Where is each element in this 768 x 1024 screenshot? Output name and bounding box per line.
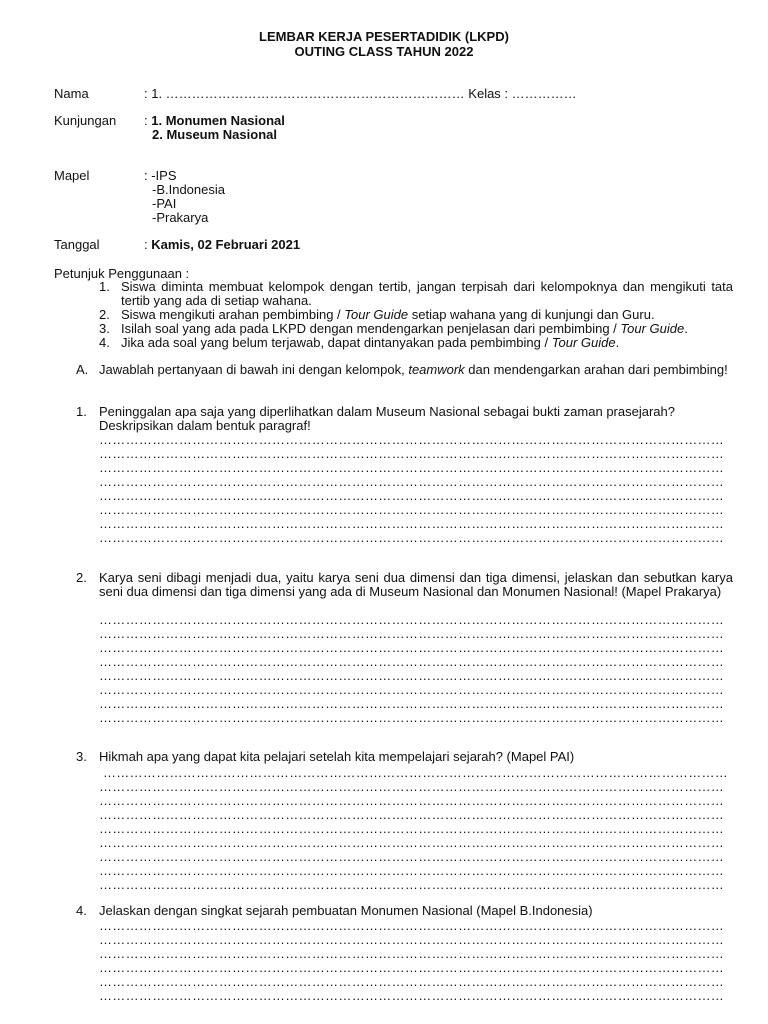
answer-line[interactable]: …………………………………………………………………………………………………………………………… bbox=[99, 918, 725, 933]
kunjungan-item-2: 2. Museum Nasional bbox=[152, 127, 277, 142]
answer-line[interactable]: …………………………………………………………………………………………………………………………… bbox=[99, 612, 725, 627]
mapel-item: -PAI bbox=[152, 196, 177, 211]
nama-label: Nama bbox=[54, 86, 89, 101]
answer-line[interactable]: …………………………………………………………………………………………………………………………… bbox=[99, 974, 725, 989]
section-instruction: Jawablah pertanyaan di bawah ini dengan kelompok, teamwork dan mendengarkan arahan dari pembimbing! bbox=[99, 362, 728, 377]
answer-line[interactable]: …………………………………………………………………………………………………………………………… bbox=[103, 765, 729, 780]
answer-line[interactable]: …………………………………………………………………………………………………………………………… bbox=[99, 793, 725, 808]
answer-line[interactable]: …………………………………………………………………………………………………………………………… bbox=[99, 516, 725, 531]
answer-line[interactable]: …………………………………………………………………………………………………………………………… bbox=[99, 432, 725, 447]
answer-line[interactable]: …………………………………………………………………………………………………………………………… bbox=[99, 932, 725, 947]
petunjuk-number: 1. bbox=[99, 279, 110, 294]
answer-line[interactable]: …………………………………………………………………………………………………………………………… bbox=[99, 863, 725, 878]
answer-line[interactable]: …………………………………………………………………………………………………………………………… bbox=[99, 696, 725, 711]
answer-line[interactable]: …………………………………………………………………………………………………………………………… bbox=[99, 626, 725, 641]
answer-line[interactable]: …………………………………………………………………………………………………………………………… bbox=[99, 877, 725, 892]
answer-line[interactable]: …………………………………………………………………………………………………………………………… bbox=[99, 488, 725, 503]
question-text: Hikmah apa yang dapat kita pelajari setelah kita mempelajari sejarah? (Mapel PAI) bbox=[99, 749, 575, 764]
question-number: 3. bbox=[76, 749, 87, 764]
nama-kelas-field[interactable]: : 1. …………………………………………………………… Kelas : …………… bbox=[144, 86, 577, 101]
question-text: Jelaskan dengan singkat sejarah pembuatan Monumen Nasional (Mapel B.Indonesia) bbox=[99, 903, 593, 918]
answer-line[interactable]: …………………………………………………………………………………………………………………………… bbox=[99, 779, 725, 794]
answer-line[interactable]: …………………………………………………………………………………………………………………………… bbox=[99, 710, 725, 725]
kunjungan-label: Kunjungan bbox=[54, 113, 117, 128]
question-number: 2. bbox=[76, 570, 87, 585]
question-text: Karya seni dibagi menjadi dua, yaitu karya seni dua dimensi dan tiga dimensi, jelaskan dan sebutkan karya seni dua dimensi dan tiga dimensi yang ada di Museum Nasional dan Monumen Nasional! (Mapel Prakarya) bbox=[99, 570, 733, 599]
mapel-item: -Prakarya bbox=[152, 210, 209, 225]
answer-line[interactable]: …………………………………………………………………………………………………………………………… bbox=[99, 446, 725, 461]
worksheet-subtitle: OUTING CLASS TAHUN 2022 bbox=[294, 44, 474, 59]
worksheet-title: LEMBAR KERJA PESERTADIDIK (LKPD) bbox=[259, 29, 509, 44]
question-text: Peninggalan apa saja yang diperlihatkan dalam Museum Nasional sebagai bukti zaman prasejarah? Deskripsikan dalam bentuk paragraf! bbox=[99, 404, 675, 433]
question-number: 1. bbox=[76, 404, 87, 419]
tanggal-value: : Kamis, 02 Februari 2021 bbox=[144, 237, 301, 252]
petunjuk-item: Siswa diminta membuat kelompok dengan tertib, jangan terpisah dari kelompoknya dan mengikuti tata tertib yang ada di setiap wahana. bbox=[121, 279, 733, 308]
answer-line[interactable]: …………………………………………………………………………………………………………………………… bbox=[99, 960, 725, 975]
answer-line[interactable]: …………………………………………………………………………………………………………………………… bbox=[99, 849, 725, 864]
petunjuk-heading: Petunjuk Penggunaan : bbox=[54, 266, 190, 281]
mapel-item: -B.Indonesia bbox=[152, 182, 225, 197]
answer-line[interactable]: …………………………………………………………………………………………………………………………… bbox=[99, 530, 725, 545]
petunjuk-number: 4. bbox=[99, 335, 110, 350]
petunjuk-number: 2. bbox=[99, 307, 110, 322]
petunjuk-item: Siswa mengikuti arahan pembimbing / Tour Guide setiap wahana yang di kunjungi dan Guru. bbox=[121, 307, 655, 322]
kunjungan-item-1: : 1. Monumen Nasional bbox=[144, 113, 285, 128]
answer-line[interactable]: …………………………………………………………………………………………………………………………… bbox=[99, 988, 725, 1003]
answer-line[interactable]: …………………………………………………………………………………………………………………………… bbox=[99, 474, 725, 489]
mapel-item: : -IPS bbox=[144, 168, 177, 183]
answer-line[interactable]: …………………………………………………………………………………………………………………………… bbox=[99, 460, 725, 475]
petunjuk-number: 3. bbox=[99, 321, 110, 336]
answer-line[interactable]: …………………………………………………………………………………………………………………………… bbox=[99, 654, 725, 669]
answer-line[interactable]: …………………………………………………………………………………………………………………………… bbox=[99, 807, 725, 822]
answer-line[interactable]: …………………………………………………………………………………………………………………………… bbox=[99, 640, 725, 655]
petunjuk-item: Isilah soal yang ada pada LKPD dengan mendengarkan penjelasan dari pembimbing / Tour Guide. bbox=[121, 321, 688, 336]
petunjuk-item: Jika ada soal yang belum terjawab, dapat dintanyakan pada pembimbing / Tour Guide. bbox=[121, 335, 620, 350]
answer-line[interactable]: …………………………………………………………………………………………………………………………… bbox=[99, 821, 725, 836]
answer-line[interactable]: …………………………………………………………………………………………………………………………… bbox=[99, 835, 725, 850]
answer-line[interactable]: …………………………………………………………………………………………………………………………… bbox=[99, 502, 725, 517]
answer-line[interactable]: …………………………………………………………………………………………………………………………… bbox=[99, 946, 725, 961]
question-number: 4. bbox=[76, 903, 87, 918]
mapel-label: Mapel bbox=[54, 168, 90, 183]
answer-line[interactable]: …………………………………………………………………………………………………………………………… bbox=[99, 668, 725, 683]
tanggal-label: Tanggal bbox=[54, 237, 100, 252]
answer-line[interactable]: …………………………………………………………………………………………………………………………… bbox=[99, 682, 725, 697]
section-letter: A. bbox=[76, 362, 89, 377]
